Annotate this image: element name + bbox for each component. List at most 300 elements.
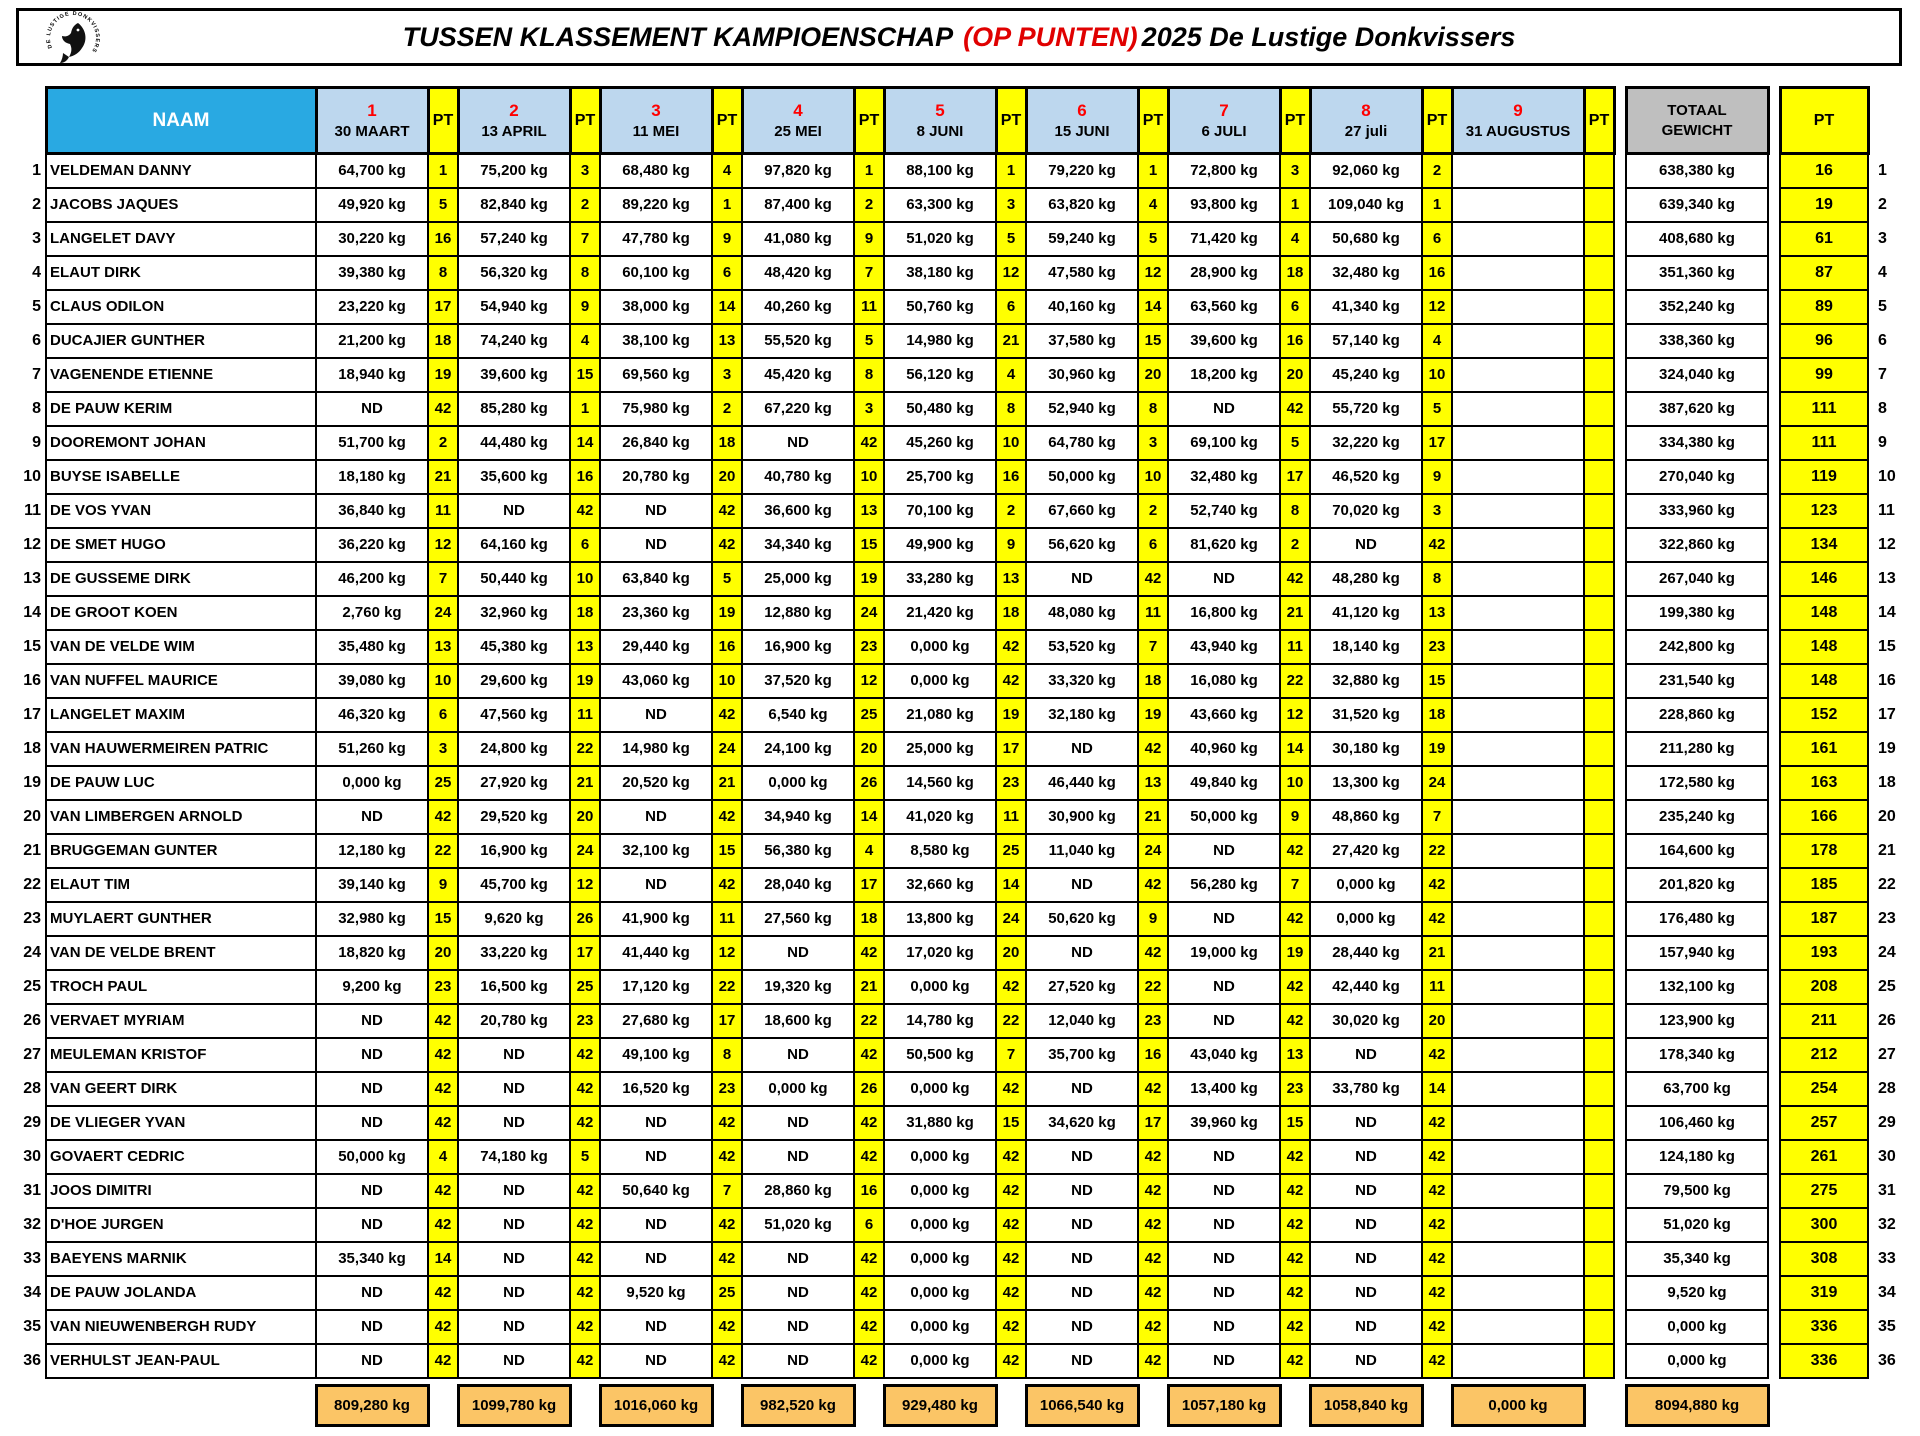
weight-cell: 43,940 kg [1168,630,1280,664]
weight-cell: ND [600,528,712,562]
column-gap [1614,1386,1626,1426]
points-cell: 42 [712,528,742,562]
column-gap [1614,528,1626,562]
column-gap [1768,936,1780,970]
weight-cell: 36,600 kg [742,494,854,528]
weight-cell [1452,1242,1584,1276]
weight-cell: 45,700 kg [458,868,570,902]
points-cell: 20 [1138,358,1168,392]
points-cell: 15 [1138,324,1168,358]
weight-cell: ND [1026,868,1138,902]
points-cell [1584,1004,1614,1038]
weight-cell: 75,200 kg [458,154,570,188]
column-gap [1614,1310,1626,1344]
points-cell: 11 [428,494,458,528]
weight-cell: ND [1168,1174,1280,1208]
position-right: 15 [1868,630,1902,664]
column-gap [1614,460,1626,494]
column-gap [1614,868,1626,902]
column-gap [1768,324,1780,358]
weight-cell: 29,600 kg [458,664,570,698]
points-cell: 1 [570,392,600,426]
points-cell [1584,358,1614,392]
weight-cell: 0,000 kg [316,766,428,800]
weight-cell: 0,000 kg [742,766,854,800]
column-gap [1768,1344,1780,1378]
weight-cell [1452,1174,1584,1208]
points-cell: 13 [428,630,458,664]
angler-name: VELDEMAN DANNY [46,154,316,188]
weight-cell: ND [1026,732,1138,766]
weight-cell: 43,040 kg [1168,1038,1280,1072]
session-number: 9 [1513,101,1523,121]
weight-cell: 24,100 kg [742,732,854,766]
points-cell: 22 [570,732,600,766]
weight-cell: 25,000 kg [742,562,854,596]
column-gap [1614,1038,1626,1072]
standings-row [16,324,1902,358]
points-cell: 42 [1422,1208,1452,1242]
weight-cell: 35,600 kg [458,460,570,494]
weight-cell: 45,420 kg [742,358,854,392]
points-cell: 6 [428,698,458,732]
points-cell: 42 [1422,1140,1452,1174]
points-cell: 20 [428,936,458,970]
points-cell: 42 [712,1242,742,1276]
points-cell: 13 [1138,766,1168,800]
weight-cell: ND [458,1106,570,1140]
column-gap [1614,88,1626,154]
grand-total-box: 8094,880 kg [1626,1386,1768,1426]
points-cell: 15 [1422,664,1452,698]
points-cell: 3 [1280,154,1310,188]
points-cell: 42 [996,1276,1026,1310]
session-date: 15 JUNI [1054,122,1110,140]
points-cell: 2 [1138,494,1168,528]
column-gap [1614,426,1626,460]
weight-cell [1452,732,1584,766]
weight-cell [1452,596,1584,630]
weight-cell [1452,936,1584,970]
weight-cell: 39,080 kg [316,664,428,698]
weight-cell: 23,220 kg [316,290,428,324]
angler-name: DE GROOT KOEN [46,596,316,630]
points-cell: 42 [854,1310,884,1344]
total-weight-cell: 352,240 kg [1626,290,1768,324]
weight-cell: 29,440 kg [600,630,712,664]
position-right: 35 [1868,1310,1902,1344]
points-cell: 11 [854,290,884,324]
points-cell [1584,1208,1614,1242]
weight-cell: 40,780 kg [742,460,854,494]
weight-cell: 74,240 kg [458,324,570,358]
weight-cell: ND [600,1140,712,1174]
session-number: 3 [651,101,661,121]
standings-row [16,392,1902,426]
angler-name: DOOREMONT JOHAN [46,426,316,460]
total-points-cell: 178 [1780,834,1868,868]
column-gap [1614,1072,1626,1106]
weight-cell: 32,180 kg [1026,698,1138,732]
standings-table [16,86,1902,1427]
points-cell: 25 [570,970,600,1004]
column-gap [1614,222,1626,256]
column-gap [1768,834,1780,868]
points-cell: 42 [854,1140,884,1174]
session-header [600,88,712,154]
weight-cell: ND [600,1208,712,1242]
points-cell: 42 [428,1208,458,1242]
session-date: 11 MEI [632,122,680,140]
points-cell: 1 [712,188,742,222]
session-header [316,88,428,154]
weight-cell: 64,780 kg [1026,426,1138,460]
points-cell: 18 [1280,256,1310,290]
page-title [403,22,1516,53]
points-cell: 20 [1280,358,1310,392]
weight-cell: 56,320 kg [458,256,570,290]
session-pt-header: PT [712,88,742,154]
points-cell: 42 [570,1276,600,1310]
angler-name: CLAUS ODILON [46,290,316,324]
column-gap [1768,528,1780,562]
points-cell: 42 [1138,732,1168,766]
points-cell: 14 [570,426,600,460]
weight-cell: ND [1310,1140,1422,1174]
points-cell: 42 [428,1310,458,1344]
angler-name: ELAUT TIM [46,868,316,902]
weight-cell: 50,480 kg [884,392,996,426]
points-cell [1584,1038,1614,1072]
standings-row [16,154,1902,188]
weight-cell: 37,520 kg [742,664,854,698]
total-weight-cell: 387,620 kg [1626,392,1768,426]
total-points-cell: 275 [1780,1174,1868,1208]
points-cell: 42 [428,800,458,834]
points-cell [1584,732,1614,766]
points-cell: 20 [996,936,1026,970]
weight-cell: 17,120 kg [600,970,712,1004]
column-gap [1768,88,1780,154]
column-gap [1614,1004,1626,1038]
weight-cell [1452,494,1584,528]
points-cell: 17 [1280,460,1310,494]
angler-name: DUCAJIER GUNTHER [46,324,316,358]
points-cell: 20 [854,732,884,766]
points-cell: 42 [1138,562,1168,596]
points-cell: 7 [996,1038,1026,1072]
weight-cell: 13,800 kg [884,902,996,936]
total-weight-cell: 35,340 kg [1626,1242,1768,1276]
points-cell: 42 [1138,1276,1168,1310]
weight-cell: 37,580 kg [1026,324,1138,358]
points-cell: 20 [570,800,600,834]
points-cell: 13 [1422,596,1452,630]
angler-name: ELAUT DIRK [46,256,316,290]
weight-cell: 21,080 kg [884,698,996,732]
standings-row [16,766,1902,800]
weight-cell: 48,420 kg [742,256,854,290]
weight-cell: 12,180 kg [316,834,428,868]
weight-cell: 0,000 kg [884,1242,996,1276]
points-cell: 22 [1280,664,1310,698]
points-cell: 10 [854,460,884,494]
title-highlight: (OP PUNTEN) [963,21,1138,52]
weight-cell: ND [600,1106,712,1140]
points-cell: 12 [854,664,884,698]
weight-cell: ND [1026,1140,1138,1174]
position-left: 18 [16,732,46,766]
points-cell: 24 [570,834,600,868]
points-cell: 16 [1280,324,1310,358]
total-points-cell: 87 [1780,256,1868,290]
position-right: 21 [1868,834,1902,868]
points-cell: 19 [712,596,742,630]
weight-cell: ND [1168,562,1280,596]
column-gap [1768,1038,1780,1072]
weight-cell: ND [1026,562,1138,596]
angler-name: VAN DE VELDE BRENT [46,936,316,970]
angler-name: VAN GEERT DIRK [46,1072,316,1106]
weight-cell: ND [316,1344,428,1378]
points-cell: 4 [570,324,600,358]
weight-cell: ND [742,1140,854,1174]
total-weight-cell: 164,600 kg [1626,834,1768,868]
column-gap [1614,1174,1626,1208]
weight-cell [1452,664,1584,698]
angler-name: JACOBS JAQUES [46,188,316,222]
points-cell [1584,494,1614,528]
points-cell: 7 [712,1174,742,1208]
position-right: 1 [1868,154,1902,188]
angler-name: BUYSE ISABELLE [46,460,316,494]
column-gap [1768,800,1780,834]
standings-row [16,1106,1902,1140]
total-weight-cell: 333,960 kg [1626,494,1768,528]
points-cell: 42 [1280,1344,1310,1378]
points-cell: 42 [996,630,1026,664]
total-weight-cell: 0,000 kg [1626,1310,1768,1344]
session-number: 5 [935,101,945,121]
weight-cell: 71,420 kg [1168,222,1280,256]
points-cell: 42 [428,1072,458,1106]
points-cell: 19 [996,698,1026,732]
weight-cell: 50,500 kg [884,1038,996,1072]
weight-cell: 28,040 kg [742,868,854,902]
weight-cell [1452,324,1584,358]
position-left: 10 [16,460,46,494]
position-right: 31 [1868,1174,1902,1208]
weight-cell: 57,240 kg [458,222,570,256]
weight-cell: 0,000 kg [884,1208,996,1242]
weight-cell: 32,220 kg [1310,426,1422,460]
total-points-cell: 163 [1780,766,1868,800]
weight-cell: 92,060 kg [1310,154,1422,188]
points-cell: 3 [570,154,600,188]
weight-cell: 28,860 kg [742,1174,854,1208]
points-cell: 14 [428,1242,458,1276]
points-cell: 42 [854,1038,884,1072]
weight-cell [1452,188,1584,222]
weight-cell: 50,620 kg [1026,902,1138,936]
weight-cell: ND [1310,528,1422,562]
standings-row [16,664,1902,698]
weight-cell: 63,560 kg [1168,290,1280,324]
points-cell: 21 [996,324,1026,358]
total-points-cell: 111 [1780,426,1868,460]
weight-cell: 48,280 kg [1310,562,1422,596]
weight-cell: 46,320 kg [316,698,428,732]
column-gap [1768,868,1780,902]
points-cell: 22 [854,1004,884,1038]
weight-cell: 46,200 kg [316,562,428,596]
points-cell: 16 [570,460,600,494]
totals-pt-blank [570,1386,600,1426]
points-cell: 42 [428,392,458,426]
weight-cell: 59,240 kg [1026,222,1138,256]
session-header [1168,88,1280,154]
position-right: 4 [1868,256,1902,290]
points-cell: 42 [1280,970,1310,1004]
points-cell: 15 [712,834,742,868]
weight-cell: 51,260 kg [316,732,428,766]
weight-cell [1452,970,1584,1004]
points-cell: 8 [1138,392,1168,426]
position-left: 4 [16,256,46,290]
points-cell: 10 [570,562,600,596]
points-cell: 4 [428,1140,458,1174]
column-gap [1614,154,1626,188]
total-points-cell: 161 [1780,732,1868,766]
column-gap [1614,188,1626,222]
points-cell: 6 [996,290,1026,324]
points-cell [1584,868,1614,902]
session-number: 1 [367,101,377,121]
angler-name: VAGENENDE ETIENNE [46,358,316,392]
standings-row [16,290,1902,324]
points-cell: 16 [428,222,458,256]
position-right: 23 [1868,902,1902,936]
points-cell: 42 [1422,902,1452,936]
points-cell: 42 [1138,1242,1168,1276]
weight-cell: 40,960 kg [1168,732,1280,766]
position-right: 33 [1868,1242,1902,1276]
weight-cell: 41,900 kg [600,902,712,936]
column-gap [1614,664,1626,698]
total-points-cell: 61 [1780,222,1868,256]
points-cell: 15 [854,528,884,562]
weight-cell [1452,868,1584,902]
position-left: 3 [16,222,46,256]
angler-name: DE GUSSEME DIRK [46,562,316,596]
weight-cell: 18,140 kg [1310,630,1422,664]
points-cell: 8 [428,256,458,290]
points-cell: 3 [428,732,458,766]
points-cell: 4 [854,834,884,868]
weight-cell: 55,720 kg [1310,392,1422,426]
weight-cell: ND [600,1344,712,1378]
total-weight-cell: 231,540 kg [1626,664,1768,698]
points-cell [1584,1106,1614,1140]
points-cell: 16 [712,630,742,664]
total-weight-cell: 638,380 kg [1626,154,1768,188]
header-corner-right [1868,88,1902,154]
points-cell: 42 [1422,1310,1452,1344]
points-cell: 5 [570,1140,600,1174]
session-date: 6 JULI [1201,122,1247,140]
weight-cell: 8,580 kg [884,834,996,868]
position-right: 2 [1868,188,1902,222]
weight-cell: 39,380 kg [316,256,428,290]
weight-cell: 25,700 kg [884,460,996,494]
position-left: 32 [16,1208,46,1242]
standings-row [16,494,1902,528]
weight-cell [1452,1072,1584,1106]
session-total-box: 1057,180 kg [1168,1386,1280,1426]
points-cell [1584,834,1614,868]
weight-cell: 0,000 kg [1310,868,1422,902]
angler-name: VAN DE VELDE WIM [46,630,316,664]
points-cell: 4 [996,358,1026,392]
total-points-cell: 187 [1780,902,1868,936]
angler-name: DE PAUW KERIM [46,392,316,426]
weight-cell: 70,100 kg [884,494,996,528]
points-cell: 5 [996,222,1026,256]
column-gap [1768,596,1780,630]
angler-name: MEULEMAN KRISTOF [46,1038,316,1072]
weight-cell: 12,880 kg [742,596,854,630]
points-cell: 4 [1422,324,1452,358]
weight-cell: 16,900 kg [458,834,570,868]
weight-cell: ND [1310,1208,1422,1242]
total-weight-cell: 201,820 kg [1626,868,1768,902]
weight-cell [1452,698,1584,732]
position-right: 14 [1868,596,1902,630]
total-weight-cell: 334,380 kg [1626,426,1768,460]
session-header [1310,88,1422,154]
points-cell: 42 [1280,1208,1310,1242]
points-cell: 7 [428,562,458,596]
points-cell [1584,1310,1614,1344]
weight-cell: ND [742,1344,854,1378]
points-cell: 42 [428,1344,458,1378]
points-cell: 42 [854,1344,884,1378]
column-gap [1768,426,1780,460]
weight-cell: ND [1026,1276,1138,1310]
points-cell: 42 [1422,1106,1452,1140]
standings-row [16,1344,1902,1378]
weight-cell: 0,000 kg [884,1310,996,1344]
weight-cell: ND [1026,1344,1138,1378]
session-pt-header: PT [1138,88,1168,154]
weight-cell [1452,562,1584,596]
standings-row [16,936,1902,970]
weight-cell: ND [1310,1106,1422,1140]
weight-cell: 9,200 kg [316,970,428,1004]
totals-left-blank [16,1386,46,1426]
points-cell: 23 [712,1072,742,1106]
angler-name: MUYLAERT GUNTHER [46,902,316,936]
weight-cell: 0,000 kg [884,1140,996,1174]
points-cell: 19 [1280,936,1310,970]
points-cell: 42 [996,664,1026,698]
weight-cell: 89,220 kg [600,188,712,222]
total-weight-cell: 338,360 kg [1626,324,1768,358]
position-left: 14 [16,596,46,630]
total-points-cell: 148 [1780,664,1868,698]
weight-cell: 18,940 kg [316,358,428,392]
position-left: 36 [16,1344,46,1378]
